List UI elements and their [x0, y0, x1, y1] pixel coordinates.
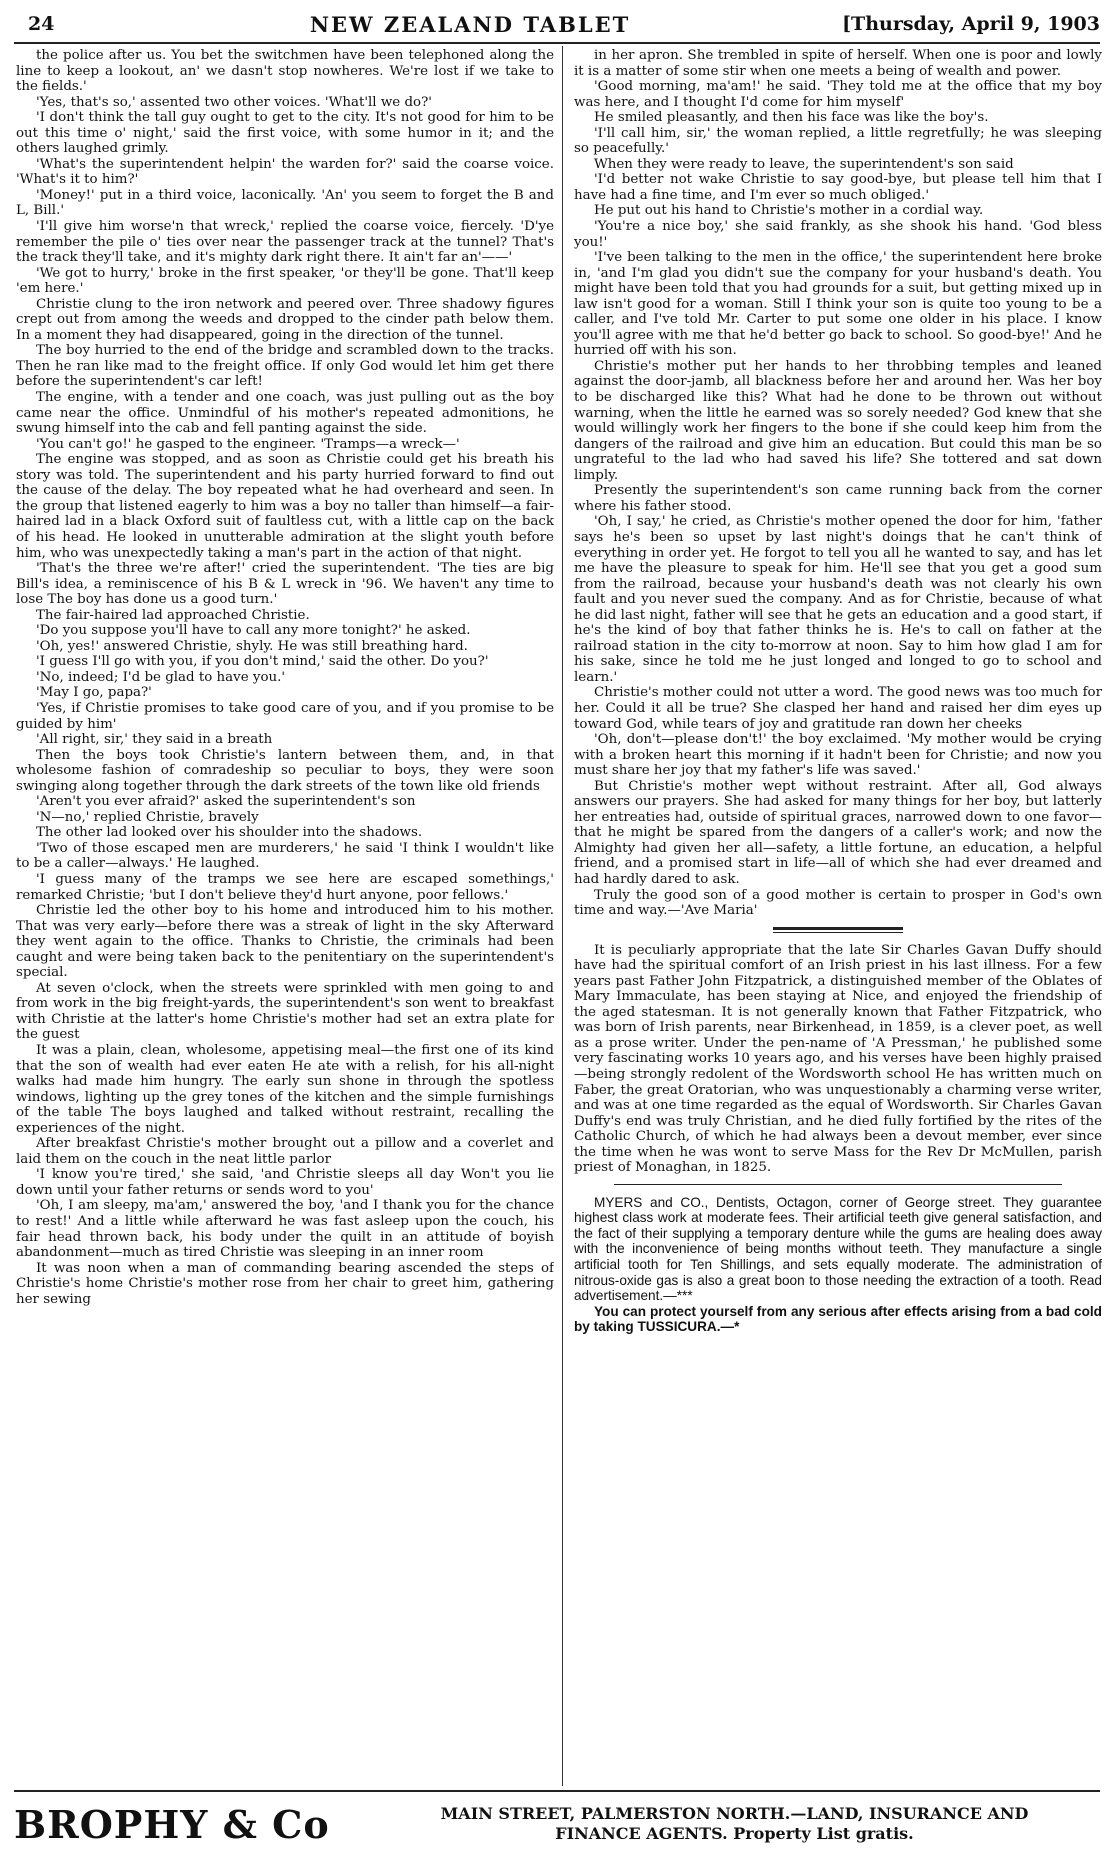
story-paragraph: 'Aren't you ever afraid?' asked the superintendent's son [36, 794, 416, 810]
story-paragraph: Presently the superintendent's son came running back from the corner where his father stood. [574, 483, 1102, 514]
column-divider [562, 46, 563, 1786]
story-paragraph: 'I guess I'll go with you, if you don't mind,' said the other. Do you?' [36, 654, 489, 670]
story-paragraph: 'All right, sir,' they said in a breath [36, 732, 273, 748]
story-paragraph: 'N—no,' replied Christie, bravely [36, 809, 259, 825]
story-paragraph: He smiled pleasantly, and then his face was like the boy's. [594, 110, 989, 126]
story-paragraph: After breakfast Christie's mother brought out a pillow and a coverlet and laid them on the couch in the neat little parlor [16, 1136, 554, 1167]
article-rule [614, 1184, 1062, 1185]
story-paragraph: The other lad looked over his shoulder into the shadows. [36, 825, 423, 841]
story-paragraph: The engine was stopped, and as soon as Christie could get his breath his story was told. The superintendent and his party hurried forward to find out the cause of the delay. The boy repeated what he had overheard and seen. In the group that listened eagerly to him was a boy no taller than himself—a fair-haired lad in a black Oxford suit of faultless cut, with a little cap on the back of his head. He looked in unutterable admiration at the slight youth before him, who was unexpectedly taking a man's part in the action of that night. [16, 452, 554, 561]
story-paragraph: 'Do you suppose you'll have to call any more tonight?' he asked. [36, 623, 471, 639]
story-paragraph: 'Two of those escaped men are murderers,' he said 'I think I wouldn't like to be a caller—always.' He laughed. [16, 840, 554, 872]
brophy-brand: BROPHY & Co [14, 1801, 330, 1847]
page-header [28, 6, 1100, 42]
story-paragraph: When they were ready to leave, the superintendent's son said [594, 156, 1014, 172]
story-paragraph: 'No, indeed; I'd be glad to have you.' [36, 669, 286, 685]
story-paragraph: 'We got to hurry,' broke in the first speaker, 'or they'll be gone. That'll keep 'em here.' [16, 265, 554, 297]
story-paragraph: At seven o'clock, when the streets were sprinkled with men going to and from work in the big freight-yards, the superintendent's son went to breakfast with Christie at the latter's home Christie's mother had set an extra plate for the guest [16, 980, 554, 1043]
tussicura-ad: You can protect yourself from any serious after effects arising from a bad cold by taking TUSSICURA.—* [574, 1303, 1102, 1335]
brophy-line-1: MAIN STREET, PALMERSTON NORTH.—LAND, INSURANCE AND [440, 1804, 1029, 1823]
story-paragraph: 'What's the superintendent helpin' the warden for?' said the coarse voice. 'What's it to him?' [16, 156, 554, 188]
page-number: 24 [28, 13, 55, 35]
story-paragraph: 'Yes, if Christie promises to take good care of you, and if you promise to be guided by him' [16, 700, 554, 732]
footer-advertisement [14, 1796, 1100, 1852]
story-paragraph: in her apron. She trembled in spite of herself. When one is poor and lowly it is a matter of some stir when one meets a being of wealth and power. [574, 48, 1102, 79]
story-paragraph: Christie's mother put her hands to her throbbing temples and leaned against the door-jamb, all blackness before her and around her. Was her boy to be discharged like this? What had he done to be thrown out without warning, when the little he earned was so sorely needed? God knew that she would willingly work her fingers to the bone if she could keep him from the dangers of the railroad and give him an education. But could this man be so ungrateful to the lad who had saved his life? She tottered and sat down limply. [574, 358, 1102, 483]
story-paragraph: But Christie's mother wept without restraint. After all, God always answers our prayers. She had asked for many things for her boy, but latterly her entreaties had, outside of spiritual graces, narrowed down to one favor—that he might be spared from the dangers of a caller's work; and now the Almighty had given her all—safety, a little fortune, an education, a helpful friend, and a promised start in life—all of which she had ever dreamed and had hardly dared to ask. [574, 778, 1102, 887]
story-paragraph: 'I know you're tired,' she said, 'and Christie sleeps all day Won't you lie down until your father returns or sends word to you' [16, 1167, 554, 1198]
story-paragraph: 'I don't think the tall guy ought to get to the city. It's not good for him to be out this time o' night,' said the first voice, with some humor in it; and the others laughed grimly. [16, 110, 554, 157]
story-paragraph: 'Oh, don't—please don't!' the boy exclaimed. 'My mother would be crying with a broken heart this morning if it hadn't been for Christie; and now you must share her joy that my father's life was saved.' [574, 732, 1102, 779]
story-paragraph: 'Oh, yes!' answered Christie, shyly. He was still breathing hard. [36, 638, 468, 654]
story-paragraph: He put out his hand to Christie's mother in a cordial way. [594, 203, 984, 219]
story-paragraph: 'Good morning, ma'am!' he said. 'They told me at the office that my boy was here, and I thought I'd come for him myself' [574, 79, 1102, 110]
story-paragraph: It was a plain, clean, wholesome, appetising meal—the first one of its kind that the son of wealth had ever eaten He ate with a relish, for his all-night walks had made him hungry. The early sun shone in through the spotless windows, lighting up the grey tones of the kitchen and the simple furnishings of the table The boys laughed and talked without restraint, recalling the experiences of the night. [16, 1043, 554, 1136]
story-paragraph: 'I've been talking to the men in the office,' the superintendent here broke in, 'and I'm glad you didn't sue the company for your husband's death. You might have been told that you had grounds for a suit, but getting mixed up in law isn't good for a woman. Still I think your son is quite too young to be a caller, and I've told Mr. Carter to put some one older in his place. I know you'll agree with me that he'd better go back to school. So good-bye!' And he hurried off with his son. [574, 250, 1102, 359]
story-paragraph: 'Oh, I say,' he cried, as Christie's mother opened the door for him, 'father says he's been so upset by last night's doings that he can't think of everything in order yet. He forgot to tell you all he wanted to say, and has let me have the pleasure to speak for him. He'll see that you get a good sum from the railroad, because your husband's death was not clearly his own fault and you never sued the company. And as for Christie, because of what he did last night, father will see that he gets an education and a good start, if he's the kind of boy that father thinks he is. He's to call on father at the railroad station in the city to-morrow at noon. Say to him how glad I am for his sake, since he told me he just longed and longed to go to school and learn.' [574, 514, 1102, 685]
story-paragraph: 'Yes, that's so,' assented two other voices. 'What'll we do?' [36, 94, 432, 110]
story-paragraph: Christie clung to the iron network and peered over. Three shadowy figures crept out from among the weeds and dropped to the cinder path below them. In a moment they had disappeared, going in the direction of the tunnel. [16, 296, 554, 343]
right-column [574, 48, 1102, 1783]
story-paragraph: 'I'd better not wake Christie to say good-bye, but please tell him that I have had a fine time, and I'm ever so much obliged.' [574, 172, 1102, 203]
story-paragraph: 'Oh, I am sleepy, ma'am,' answered the boy, 'and I thank you for the chance to rest!' And a little while afterward he was fast asleep upon the couch, his fair head thrown back, his body under the quilt in an attitude of boyish abandonment—much as tired Christie was sleeping in an inner room [16, 1198, 554, 1261]
brophy-details [369, 1804, 1100, 1844]
footer-rule [14, 1790, 1100, 1792]
myers-ad-text: MYERS and CO., Dentists, Octagon, corner of George street. They guarantee highest class work at moderate fees. Their artificial teeth give general satisfaction, and the fact of their supplying a temporary denture while the gums are healing does away with the inconvenience of being months without teeth. They manufacture a single artificial tooth for Ten Shillings, and sets equally moderate. The administration of nitrous-oxide gas is also a great boon to those needing the extraction of a tooth. Read advertisement.—*** [574, 1194, 1102, 1304]
story-continuation [574, 48, 1102, 919]
story-paragraph: 'Money!' put in a third voice, laconically. 'An' you seem to forget the B and L, Bill.' [16, 187, 554, 219]
story-paragraph: It was noon when a man of commanding bearing ascended the steps of Christie's home Christie's mother rose from her chair to greet him, gathering her sewing [16, 1260, 554, 1307]
story-paragraph: the police after us. You bet the switchmen have been telephoned along the line to keep a lookout, an' we dasn't stop nowheres. We're lost if we take to the fields.' [16, 48, 554, 95]
story-paragraph: Christie's mother could not utter a word. The good news was too much for her. Could it all be true? She clasped her hand and raised her dim eyes up toward God, while tears of joy and gratitude ran down her cheeks [574, 685, 1102, 732]
myers-advertisement [574, 1195, 1102, 1304]
publication-title: NEW ZEALAND TABLET [309, 11, 631, 37]
header-rule [14, 42, 1100, 44]
story-paragraph: 'You're a nice boy,' she said frankly, as she shook his hand. 'God bless you!' [574, 219, 1102, 250]
story-paragraph: The engine, with a tender and one coach, was just pulling out as the boy came near the office. Unmindful of his mother's repeated admonitions, he swung himself into the cab and fell panting against the side. [16, 390, 554, 437]
story-paragraph: 'I guess many of the tramps we see here are escaped somethings,' remarked Christie; 'but I don't believe they'd hurt anyone, poor fellows.' [16, 871, 554, 903]
story-paragraph: 'I'll give him worse'n that wreck,' replied the coarse voice, fiercely. 'D'ye remember the pile o' ties over near the passenger track at the tunnel? That's the track they'll take, and it's mighty dark right there. It ain't far an'——' [16, 219, 554, 266]
story-paragraph: 'You can't go!' he gasped to the engineer. 'Tramps—a wreck—' [36, 436, 460, 452]
story-paragraph: Christie led the other boy to his home and introduced him to his mother. That was very early—before there was a streak of light in the sky Afterward they went again to the office. Thanks to Christie, the criminals had been caught and were being taken back to the penitentiary on the superintendent's special. [16, 903, 554, 981]
section-separator [773, 927, 903, 933]
story-paragraph: Then the boys took Christie's lantern between them, and, in that wholesome fashion of comradeship so peculiar to boys, they were soon swinging along together through the dark streets of the town like old friends [16, 747, 554, 794]
duffy-article: It is peculiarly appropriate that the late Sir Charles Gavan Duffy should have had the spiritual comfort of an Irish priest in his last illness. For a few years past Father John Fitzpatrick, a distinguished member of the Oblates of Mary Immaculate, has been staying at Nice, and enjoyed the friendship of the aged statesman. It is not generally known that Father Fitzpatrick, who was born of Irish parents, near Birkenhead, in 1859, is a clever poet, as well as a prose writer. Under the pen-name of 'A Pressman,' he published some very fascinating works 10 years ago, and his verses have been highly praised—being strongly redolent of the Wordsworth school He has written much on Faber, the great Oratorian, who was unquestionably a charming verse writer, and was at one time regarded as the equal of Wordsworth. Sir Charles Gavan Duffy's end was truly Christian, and he died fully fortified by the rites of the Catholic Church, of which he had always been a devout member, ever since the time when he was wont to serve Mass for the Rev Dr McMullen, parish priest of Monaghan, in 1825. [574, 942, 1102, 1176]
story-paragraph: 'May I go, papa?' [36, 685, 152, 701]
brophy-line-2: FINANCE AGENTS. Property List gratis. [555, 1824, 914, 1843]
story-paragraph: The boy hurried to the end of the bridge and scrambled down to the tracks. Then he ran like mad to the freight office. If only God would let him get there before the superintendent's car left! [16, 343, 554, 390]
story-paragraph: 'That's the three we're after!' cried the superintendent. 'The ties are big Bill's idea, a reminiscence of his B & L wreck in '96. We haven't any time to lose The boy has done us a good turn.' [16, 561, 554, 608]
story-paragraph: Truly the good son of a good mother is certain to prosper in God's own time and way.—'Ave Maria' [574, 887, 1102, 919]
story-paragraph: 'I'll call him, sir,' the woman replied, a little regretfully; he was sleeping so peacefully.' [574, 125, 1102, 157]
issue-date: [Thursday, April 9, 1903 [842, 13, 1100, 35]
story-paragraph: The fair-haired lad approached Christie. [36, 607, 310, 623]
left-column [16, 48, 554, 1783]
